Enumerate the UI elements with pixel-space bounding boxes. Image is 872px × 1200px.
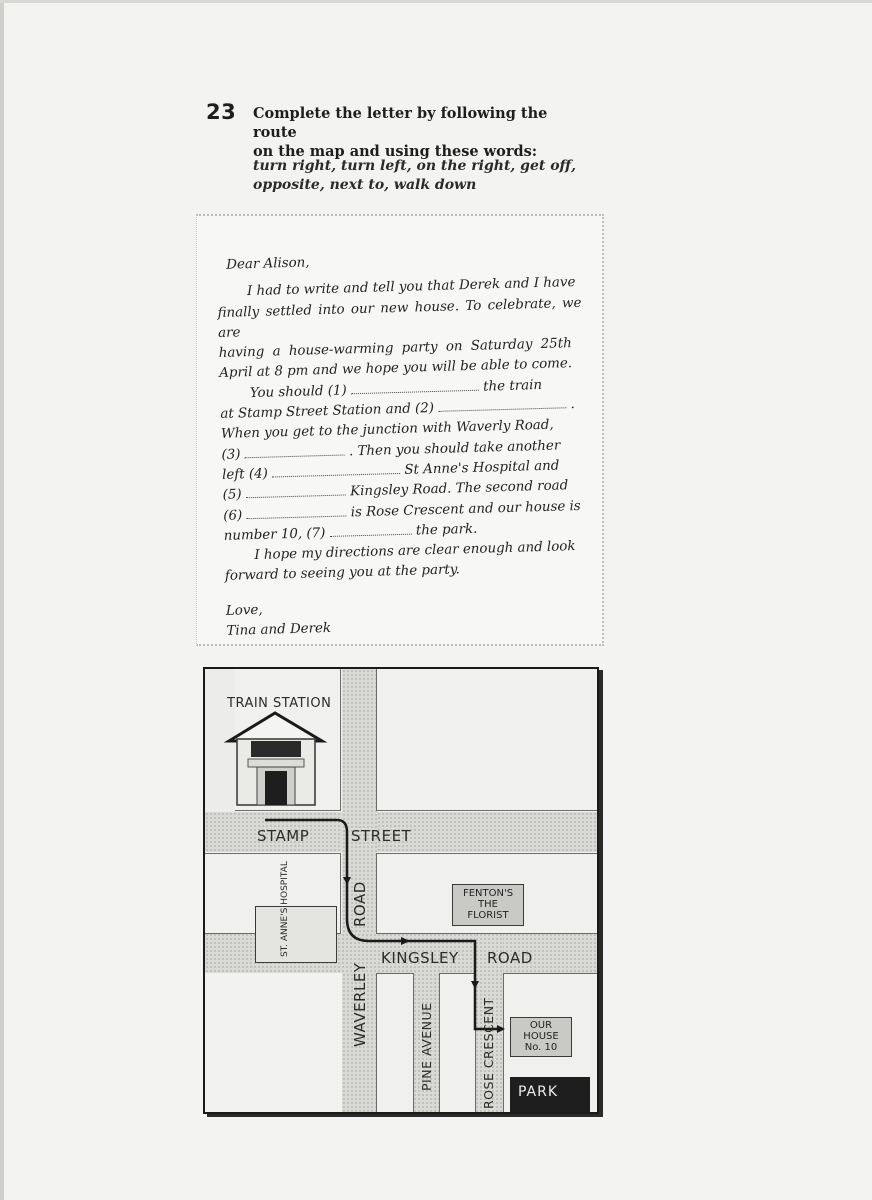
park-block xyxy=(510,1077,590,1112)
letter-text xyxy=(216,246,591,642)
letter-signature: Tina and Derek xyxy=(226,620,332,639)
letter-text-fragment: (3) xyxy=(221,447,241,463)
letter-line: I had to write and tell you that Derek and I have xyxy=(246,275,576,300)
letter-line: finally settled into our new house. To celebrate, we are xyxy=(217,295,582,341)
answer-blank-1[interactable] xyxy=(351,379,479,394)
answer-blank-2[interactable] xyxy=(438,397,566,412)
florist-building xyxy=(452,884,524,926)
letter-text-fragment: (5) xyxy=(222,487,242,504)
our-house-building xyxy=(510,1017,572,1057)
letter-text-fragment: You should (1) xyxy=(249,383,347,401)
park-label: PARK xyxy=(518,1084,559,1100)
word-bank-line: turn right, turn left, on the right, get off, xyxy=(253,158,577,174)
train-station-icon xyxy=(229,713,322,805)
waverley-road-label-b: ROAD xyxy=(351,881,369,927)
letter-text-fragment: (6) xyxy=(223,507,243,524)
letter-line: April at 8 pm and we hope you will be able to come. xyxy=(219,356,573,382)
house-label: HOUSE xyxy=(523,1031,559,1042)
exercise-instruction xyxy=(253,104,583,161)
answer-blank-5[interactable] xyxy=(246,485,346,499)
florist-label: FENTON'S xyxy=(462,888,514,899)
answer-blank-7[interactable] xyxy=(329,524,411,537)
word-bank xyxy=(253,157,583,195)
letter-text-fragment: the park. xyxy=(415,521,478,539)
florist-label: FLORIST xyxy=(467,910,509,921)
letter-greeting: Dear Alison, xyxy=(226,255,310,273)
letter-text-fragment: at Stamp Street Station and (2) xyxy=(220,401,435,423)
answer-blank-3[interactable] xyxy=(245,444,345,458)
letter-text-fragment: . xyxy=(570,397,575,413)
letter-text-fragment: number 10, (7) xyxy=(223,525,326,544)
kingsley-road-label-a: KINGSLEY xyxy=(381,949,459,967)
letter-line: I hope my directions are clear enough and look xyxy=(254,539,576,564)
instruction-line: Complete the letter by following the route xyxy=(253,105,548,141)
stamp-street-label-b: STREET xyxy=(351,827,412,845)
letter-text-fragment: is Rose Crescent and our house is xyxy=(350,498,581,520)
kingsley-road-label-b: ROAD xyxy=(487,949,533,967)
page-edge xyxy=(0,0,4,1200)
letter-line: forward to seeing you at the party. xyxy=(224,562,461,585)
letter-text-fragment: St Anne's Hospital and xyxy=(404,458,560,478)
exercise-number: 23 xyxy=(206,100,237,124)
word-bank-line: opposite, next to, walk down xyxy=(253,177,477,193)
instruction-line: on the map and using these words: xyxy=(253,143,538,160)
letter-text-fragment: the train xyxy=(482,377,543,395)
letter-closing: Love, xyxy=(225,602,263,619)
letter-line: having a house-warming party on Saturday 25th xyxy=(218,336,572,362)
page-edge-top xyxy=(0,0,872,3)
letter-text-fragment: left (4) xyxy=(221,466,269,483)
florist-label: THE xyxy=(478,899,498,910)
letter-text-fragment: Kingsley Road. The second road xyxy=(349,478,569,500)
hospital-label: ST. ANNE'S HOSPITAL xyxy=(280,861,290,957)
rose-crescent-label: ROSE CRESCENT xyxy=(481,997,496,1109)
letter-line: When you get to the junction with Waverly Road, xyxy=(220,418,554,443)
house-label: OUR xyxy=(529,1020,553,1031)
route-map xyxy=(203,667,599,1114)
house-label: No. 10 xyxy=(524,1042,558,1053)
answer-blank-6[interactable] xyxy=(246,505,346,519)
letter-text-fragment: . Then you should take another xyxy=(348,438,561,460)
train-station-label: TRAIN STATION xyxy=(227,696,332,711)
pine-avenue-label: PINE AVENUE xyxy=(419,1002,434,1091)
waverley-road-label-a: WAVERLEY xyxy=(351,962,369,1047)
hospital-building xyxy=(255,906,337,963)
stamp-street-label-a: STAMP xyxy=(257,827,310,845)
answer-blank-4[interactable] xyxy=(272,463,400,478)
